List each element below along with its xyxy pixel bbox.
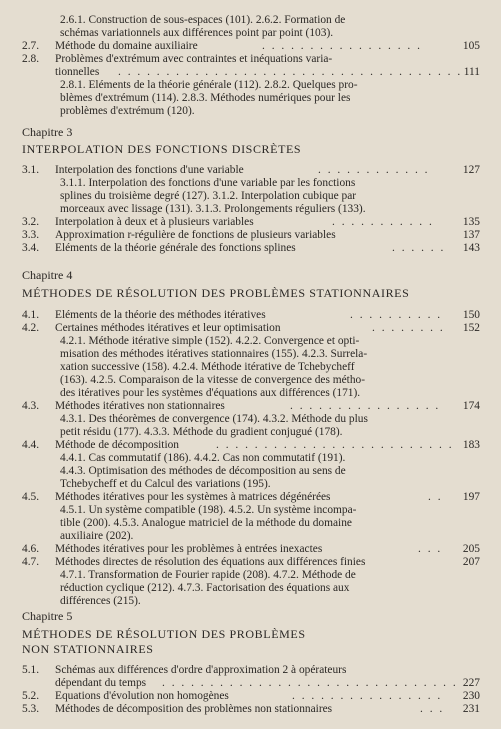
subsection-text: des itératives pour les systèmes d'équations aux différences (171).: [60, 387, 361, 399]
section-title: Méthodes itératives pour les problèmes à entrées inexactes: [55, 543, 323, 555]
subsection-text: différences (215).: [60, 595, 141, 607]
page-number: 105: [462, 40, 480, 52]
toc-subsection-line: [0, 465, 501, 478]
subsection-text: schémas variationnels aux différences point par point (103).: [60, 27, 334, 39]
section-title: Certaines méthodes itératives et leur optimisation: [55, 322, 281, 334]
chapter-5-title-row2: [0, 642, 501, 656]
page-number: 127: [462, 164, 480, 176]
page-number: 183: [462, 439, 480, 451]
toc-subsection-line: [0, 92, 501, 105]
toc-entry-4-2[interactable]: [0, 322, 501, 335]
section-title: Interpolation à deux et à plusieurs variables: [55, 216, 254, 228]
chapter-label: Chapitre 4: [22, 268, 73, 282]
toc-block-chapter2-end: [0, 14, 501, 118]
leader-dots: . . . . . . . . . . . . . . . .: [290, 400, 441, 412]
section-title: Interpolation des fonctions d'une variable: [55, 164, 244, 176]
subsection-text: problèmes d'extrémum (120).: [60, 105, 195, 117]
chapter-4-title-row: [0, 286, 501, 300]
toc-block-chapter3: [0, 164, 501, 255]
section-title: Schémas aux différences d'ordre d'approximation 2 à opérateurs: [55, 664, 347, 676]
toc-subsection-line: [0, 426, 501, 439]
toc-subsection-line: [0, 478, 501, 491]
page-number: 152: [462, 322, 480, 334]
section-title: Equations d'évolution non homogènes: [55, 690, 229, 702]
subsection-text: splines du troisième degré (127). 3.1.2. Interpolation cubique par: [60, 190, 357, 202]
toc-entry-5-2[interactable]: [0, 690, 501, 703]
subsection-text: 4.3.1. Des théorèmes de convergence (174). 4.3.2. Méthode du plus: [60, 413, 368, 425]
toc-subsection-line: [0, 374, 501, 387]
toc-subsection-line: [0, 203, 501, 216]
toc-subsection-line: [0, 348, 501, 361]
section-title-cont: tionnelles: [55, 66, 100, 78]
subsection-text: auxiliaire (202).: [60, 530, 134, 542]
toc-subsection-line: [0, 387, 501, 400]
leader-dots: . . . . . . . . . .: [350, 309, 443, 321]
subsection-text: 3.1.1. Interpolation des fonctions d'une variable par les fonctions: [60, 177, 356, 189]
chapter-3-title-row: [0, 142, 501, 156]
toc-subsection-line: [0, 595, 501, 608]
toc-entry-4-4[interactable]: [0, 439, 501, 452]
section-title: Eléments de la théorie générale des fonctions splines: [55, 242, 296, 254]
toc-subsection-line: [0, 517, 501, 530]
toc-subsection-line: [0, 361, 501, 374]
toc-subsection-line: [0, 27, 501, 40]
toc-subsection-line: [0, 190, 501, 203]
section-number: 3.3.: [22, 229, 40, 241]
section-number: 4.6.: [22, 543, 40, 555]
chapter-label: Chapitre 5: [22, 609, 73, 623]
section-number: 5.3.: [22, 703, 40, 715]
subsection-text: 4.4.3. Optimisation des méthodes de décomposition au sens de: [60, 465, 346, 477]
page-number: 230: [462, 690, 480, 702]
toc-entry-3-1[interactable]: [0, 164, 501, 177]
page-number: 143: [462, 242, 480, 254]
page-number: 207: [462, 556, 480, 568]
leader-dots: . . . . . . . . . . . . . . . .: [292, 690, 443, 702]
chapter-label: Chapitre 3: [22, 125, 73, 139]
leader-dots: . . . . . . . . . . . . . . . . . . . . . . . . . . . . . . . . . . . .: [118, 66, 463, 78]
leader-dots: . . . . . . . .: [372, 322, 445, 334]
toc-entry-4-1[interactable]: [0, 309, 501, 322]
subsection-text: 4.5.1. Un système compatible (198). 4.5.2. Un système incompa-: [60, 504, 357, 516]
toc-entry-3-2[interactable]: [0, 216, 501, 229]
leader-dots: . . . . . . . . . . .: [332, 216, 434, 228]
toc-entry-5-3[interactable]: [0, 703, 501, 716]
section-number: 3.4.: [22, 242, 40, 254]
section-title: Méthodes de décomposition des problèmes non stationnaires: [55, 703, 333, 715]
chapter-title: INTERPOLATION DES FONCTIONS DISCRÈTES: [22, 142, 302, 156]
toc-entry-4-5[interactable]: [0, 491, 501, 504]
toc-subsection-line: [0, 452, 501, 465]
toc-subsection-line: [0, 504, 501, 517]
section-number: 4.1.: [22, 309, 40, 321]
subsection-text: 4.4.1. Cas commutatif (186). 4.4.2. Cas non commutatif (191).: [60, 452, 346, 464]
leader-dots: . . .: [420, 703, 445, 715]
section-number: 4.4.: [22, 439, 40, 451]
page-number: 227: [462, 677, 480, 689]
chapter-4-label-row: [0, 268, 501, 282]
leader-dots: . .: [428, 491, 443, 503]
section-number: 3.1.: [22, 164, 40, 176]
toc-subsection-line: [0, 14, 501, 27]
toc-entry-3-4[interactable]: [0, 242, 501, 255]
page-number: 111: [463, 66, 480, 78]
subsection-text: (163). 4.2.5. Comparaison de la vitesse de convergence des métho-: [60, 374, 366, 386]
subsection-text: misation des méthodes itératives stationnaires (155). 4.2.3. Surrela-: [60, 348, 368, 360]
toc-subsection-line: [0, 530, 501, 543]
chapter-5-title-row1: [0, 627, 501, 641]
toc-entry-2-8[interactable]: [0, 53, 501, 66]
section-title: Eléments de la théorie des méthodes itératives: [55, 309, 266, 321]
leader-dots: . . . . . . . . . . . . . . . . . . . . . . . . .: [216, 439, 454, 451]
toc-subsection-line: [0, 569, 501, 582]
toc-subsection-line: [0, 413, 501, 426]
section-number: 2.7.: [22, 40, 40, 52]
toc-subsection-line: [0, 335, 501, 348]
toc-subsection-line: [0, 582, 501, 595]
subsection-text: 2.8.1. Eléments de la théorie générale (112). 2.8.2. Quelques pro-: [60, 79, 358, 91]
page-number: 231: [462, 703, 480, 715]
chapter-title-cont: NON STATIONNAIRES: [22, 642, 154, 656]
subsection-text: blèmes d'extrémum (114). 2.8.3. Méthodes numériques pour les: [60, 92, 351, 104]
page-number: 205: [462, 543, 480, 555]
section-number: 4.2.: [22, 322, 40, 334]
page-number: 150: [462, 309, 480, 321]
section-title: Méthodes directes de résolution des équations aux différences finies: [55, 556, 366, 568]
toc-entry-4-6[interactable]: [0, 543, 501, 556]
subsection-text: petit résidu (177). 4.3.3. Méthode du gradient conjugué (178).: [60, 426, 343, 438]
leader-dots: . . . . . .: [392, 242, 446, 254]
subsection-text: 2.6.1. Construction de sous-espaces (101). 2.6.2. Formation de: [60, 14, 346, 26]
toc-subsection-line: [0, 79, 501, 92]
section-number: 2.8.: [22, 53, 40, 65]
subsection-text: tible (200). 4.5.3. Analogue matriciel de la méthode du domaine: [60, 517, 352, 529]
leader-dots: . . . . . . . . . . . . . . . . . . . . . . . . . . . . . . .: [162, 677, 458, 689]
toc-entry-2-8-cont: [0, 66, 501, 79]
section-title: Approximation r-régulière de fonctions de plusieurs variables: [55, 229, 336, 241]
page-number: 174: [462, 400, 480, 412]
toc-entry-5-1[interactable]: [0, 664, 501, 677]
section-number: 4.5.: [22, 491, 40, 503]
section-number: 4.7.: [22, 556, 40, 568]
section-number: 5.2.: [22, 690, 40, 702]
chapter-title: MÉTHODES DE RÉSOLUTION DES PROBLÈMES STATIONNAIRES: [22, 286, 410, 300]
toc-subsection-line: [0, 105, 501, 118]
subsection-text: Tchebycheff et du Calcul des variations (195).: [60, 478, 271, 490]
section-title: Méthode de décomposition: [55, 439, 180, 451]
chapter-3-label-row: [0, 125, 501, 139]
toc-entry-4-7[interactable]: [0, 556, 501, 569]
page-number: 137: [462, 229, 480, 241]
chapter-5-label-row: [0, 609, 501, 623]
chapter-title: MÉTHODES DE RÉSOLUTION DES PROBLÈMES: [22, 627, 306, 641]
toc-entry-4-3[interactable]: [0, 400, 501, 413]
section-title-cont: dépendant du temps: [55, 677, 147, 689]
toc-subsection-line: [0, 177, 501, 190]
leader-dots: . . .: [418, 543, 443, 555]
toc-entry-5-1-cont: [0, 677, 501, 690]
subsection-text: réduction cyclique (212). 4.7.3. Factorisation des équations aux: [60, 582, 350, 594]
leader-dots: . . . . . . . . . . . . . . . . .: [262, 40, 422, 52]
section-title: Problèmes d'extrémum avec contraintes et inéquations varia-: [55, 53, 333, 65]
subsection-text: xation successive (158). 4.2.4. Méthode itérative de Tchebycheff: [60, 361, 355, 373]
toc-entry-2-7[interactable]: [0, 40, 501, 53]
section-title: Méthodes itératives non stationnaires: [55, 400, 225, 412]
page-number: 197: [462, 491, 480, 503]
section-number: 5.1.: [22, 664, 40, 676]
subsection-text: 4.7.1. Transformation de Fourier rapide (208). 4.7.2. Méthode de: [60, 569, 356, 581]
subsection-text: morceaux avec lissage (131). 3.1.3. Prolongements réguliers (133).: [60, 203, 366, 215]
section-number: 4.3.: [22, 400, 40, 412]
page-number: 135: [462, 216, 480, 228]
toc-entry-3-3[interactable]: [0, 229, 501, 242]
toc-block-chapter4: [0, 309, 501, 608]
section-number: 3.2.: [22, 216, 40, 228]
toc-block-chapter5: [0, 664, 501, 716]
subsection-text: 4.2.1. Méthode itérative simple (152). 4.2.2. Convergence et opti-: [60, 335, 360, 347]
section-title: Méthode du domaine auxiliaire: [55, 40, 198, 52]
leader-dots: . . . . . . . . . . . .: [318, 164, 430, 176]
section-title: Méthodes itératives pour les systèmes à matrices dégénérées: [55, 491, 331, 503]
